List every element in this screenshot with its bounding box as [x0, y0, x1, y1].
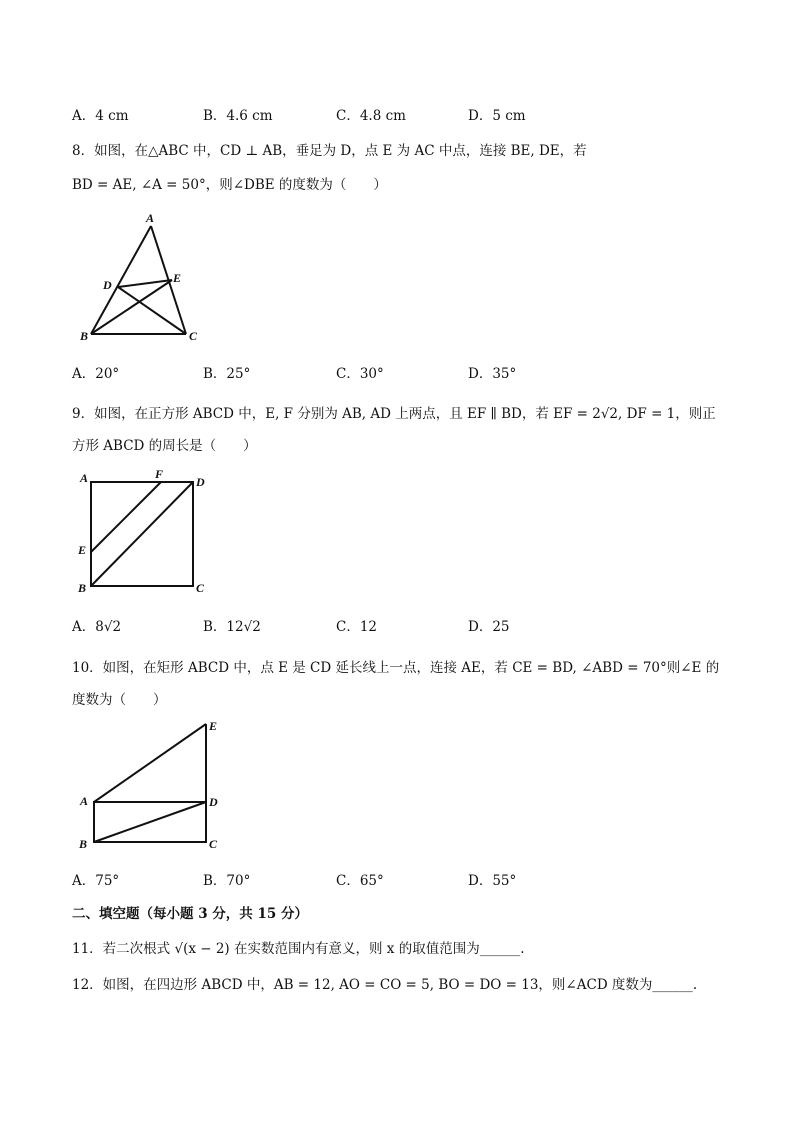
- section2-heading: 二、填空题（每小题 3 分，共 15 分）: [72, 906, 308, 922]
- q8-label-b: B: [80, 329, 89, 343]
- q9-label-e: E: [78, 543, 87, 557]
- q8-edge-ab: [91, 226, 151, 334]
- q9-label-a: A: [80, 471, 89, 485]
- q8-option-c: C．30°: [336, 366, 384, 382]
- q8-stem-line1: 8．如图，在△ABC 中，CD ⊥ AB，垂足为 D，点 E 为 AC 中点，连接 BE, DE，若: [72, 143, 587, 159]
- q7-option-a: A．4 cm: [72, 108, 129, 124]
- q9-stem-line2: 方形 ABCD 的周长是（ ）: [72, 438, 257, 454]
- q9-label-b: B: [78, 581, 87, 595]
- q7-option-b: B．4.6 cm: [203, 108, 273, 124]
- q8-option-d: D．35°: [468, 366, 517, 382]
- q10-rectangle-figure: [75, 716, 235, 854]
- q9-square-figure: [75, 466, 215, 601]
- q10-option-c: C．65°: [336, 873, 384, 889]
- q10-label-a: A: [80, 794, 89, 808]
- q10-segment-ae: [94, 724, 206, 802]
- q8-label-d: D: [103, 278, 112, 292]
- q8-label-e: E: [173, 271, 182, 285]
- q9-option-b: B．12√2: [203, 619, 261, 635]
- q9-option-c: C．12: [336, 619, 378, 635]
- q8-label-a: A: [146, 211, 155, 225]
- q9-label-f: F: [155, 467, 164, 481]
- q7-option-c: C．4.8 cm: [336, 108, 406, 124]
- q8-option-b: B．25°: [203, 366, 251, 382]
- q8-label-c: C: [189, 329, 198, 343]
- q10-label-b: B: [79, 837, 88, 851]
- q10-option-a: A．75°: [72, 873, 120, 889]
- q7-option-d: D．5 cm: [468, 108, 526, 124]
- q9-diagonal-bd: [91, 482, 193, 586]
- q9-option-d: D．25: [468, 619, 510, 635]
- q8-triangle-figure: [80, 212, 220, 347]
- q9-stem-line1: 9．如图，在正方形 ABCD 中，E, F 分别为 AB, AD 上两点，且 EF ∥ BD，若 EF = 2√2, DF = 1，则正: [72, 406, 716, 422]
- q9-label-c: C: [196, 581, 205, 595]
- q12-stem: 12．如图，在四边形 ABCD 中，AB = 12, AO = CO = 5, BO = DO = 13，则∠ACD 度数为______.: [72, 977, 698, 993]
- q9-label-d: D: [196, 475, 205, 489]
- q10-label-d: D: [209, 795, 218, 809]
- q8-option-a: A．20°: [72, 366, 120, 382]
- q10-diagonal-bd: [94, 802, 206, 842]
- q11-stem: 11．若二次根式 √(x − 2) 在实数范围内有意义，则 x 的取值范围为______.: [72, 941, 525, 957]
- q10-stem-line1: 10．如图，在矩形 ABCD 中，点 E 是 CD 延长线上一点，连接 AE，若 CE = BD, ∠ABD = 70°则∠E 的: [72, 660, 720, 676]
- q10-option-b: B．70°: [203, 873, 251, 889]
- q10-label-e: E: [209, 719, 218, 733]
- q9-segment-ef: [91, 482, 161, 552]
- q10-label-c: C: [209, 837, 218, 851]
- q10-option-d: D．55°: [468, 873, 517, 889]
- q8-stem-line2: BD = AE, ∠A = 50°，则∠DBE 的度数为（ ）: [72, 177, 387, 193]
- q9-option-a: A．8√2: [72, 619, 122, 635]
- q10-stem-line2: 度数为（ ）: [72, 692, 167, 708]
